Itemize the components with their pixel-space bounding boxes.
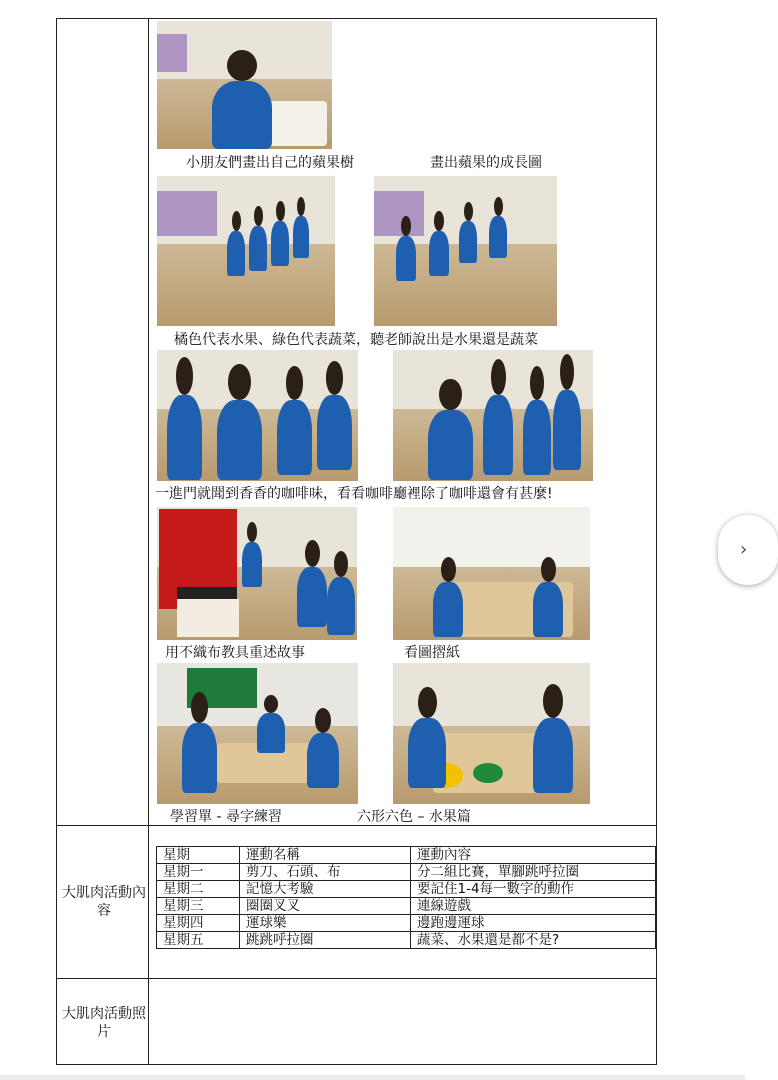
caption-apple-tree: 小朋友們畫出自己的蘋果樹 bbox=[186, 155, 354, 171]
table-header-row bbox=[157, 847, 656, 864]
caption-origami: 看圖摺紙 bbox=[404, 645, 460, 661]
caption-six-shapes: 六形六色 – 水果篇 bbox=[357, 809, 471, 825]
caption-apple-growth: 畫出蘋果的成長圖 bbox=[430, 155, 542, 171]
activity-name-cell: 運球樂 bbox=[240, 915, 411, 932]
photo-kids-line-2 bbox=[374, 176, 557, 326]
day-cell: 星期五 bbox=[157, 932, 240, 949]
caption-worksheet: 學習單 - 尋字練習 bbox=[170, 809, 282, 825]
table-row-divider-1 bbox=[56, 825, 657, 826]
day-cell: 星期二 bbox=[157, 881, 240, 898]
activity-content-cell: 分二組比賽，單腳跳呼拉圈 bbox=[411, 864, 656, 881]
header-activity-name: 運動名稱 bbox=[240, 847, 411, 864]
photo-six-shapes bbox=[393, 663, 590, 804]
day-cell: 星期一 bbox=[157, 864, 240, 881]
gross-motor-schedule-table bbox=[156, 846, 656, 949]
day-cell: 星期三 bbox=[157, 898, 240, 915]
photo-coffee-shop-1 bbox=[157, 350, 358, 481]
caption-felt-story: 用不織布教具重述故事 bbox=[165, 645, 305, 661]
table-border-right bbox=[656, 18, 657, 1065]
activity-content-cell: 連線遊戲 bbox=[411, 898, 656, 915]
photo-kids-line-1 bbox=[157, 176, 335, 326]
gross-motor-photos-label: 大肌肉活動照片 bbox=[62, 1006, 146, 1040]
activity-content-cell: 蔬菜、水果還是都不是? bbox=[411, 932, 656, 949]
next-page-button[interactable] bbox=[718, 515, 778, 585]
photo-drawing-apple-tree bbox=[157, 21, 332, 149]
table-row bbox=[157, 881, 656, 898]
table-border-bottom bbox=[56, 1064, 657, 1065]
photo-origami bbox=[393, 507, 590, 640]
activity-name-cell: 記憶大考驗 bbox=[240, 881, 411, 898]
photo-coffee-shop-2 bbox=[393, 350, 593, 481]
header-day: 星期 bbox=[157, 847, 240, 864]
photo-felt-story bbox=[157, 507, 357, 640]
table-row bbox=[157, 898, 656, 915]
table-border-top bbox=[56, 18, 657, 19]
table-column-divider bbox=[148, 18, 149, 1065]
activity-name-cell: 圈圈叉叉 bbox=[240, 898, 411, 915]
gross-motor-content-label: 大肌肉活動內容 bbox=[62, 885, 146, 919]
table-row bbox=[157, 932, 656, 949]
table-border-left bbox=[56, 18, 57, 1065]
table-row bbox=[157, 864, 656, 881]
bottom-bar bbox=[0, 1075, 745, 1080]
activity-name-cell: 剪刀、石頭、布 bbox=[240, 864, 411, 881]
table-row-divider-2 bbox=[56, 978, 657, 979]
photo-worksheet bbox=[157, 663, 358, 804]
activity-content-cell: 邊跑邊運球 bbox=[411, 915, 656, 932]
caption-fruit-vegetable: 橘色代表水果、綠色代表蔬菜，聽老師說出是水果還是蔬菜 bbox=[174, 332, 538, 348]
day-cell: 星期四 bbox=[157, 915, 240, 932]
chevron-right-icon: › bbox=[740, 539, 748, 560]
activity-content-cell: 要記住1-4每一數字的動作 bbox=[411, 881, 656, 898]
header-activity-content: 運動內容 bbox=[411, 847, 656, 864]
activity-name-cell: 跳跳呼拉圈 bbox=[240, 932, 411, 949]
caption-coffee-shop: 一進門就聞到香香的咖啡味，看看咖啡廳裡除了咖啡還會有甚麼! bbox=[155, 486, 553, 502]
table-row bbox=[157, 915, 656, 932]
